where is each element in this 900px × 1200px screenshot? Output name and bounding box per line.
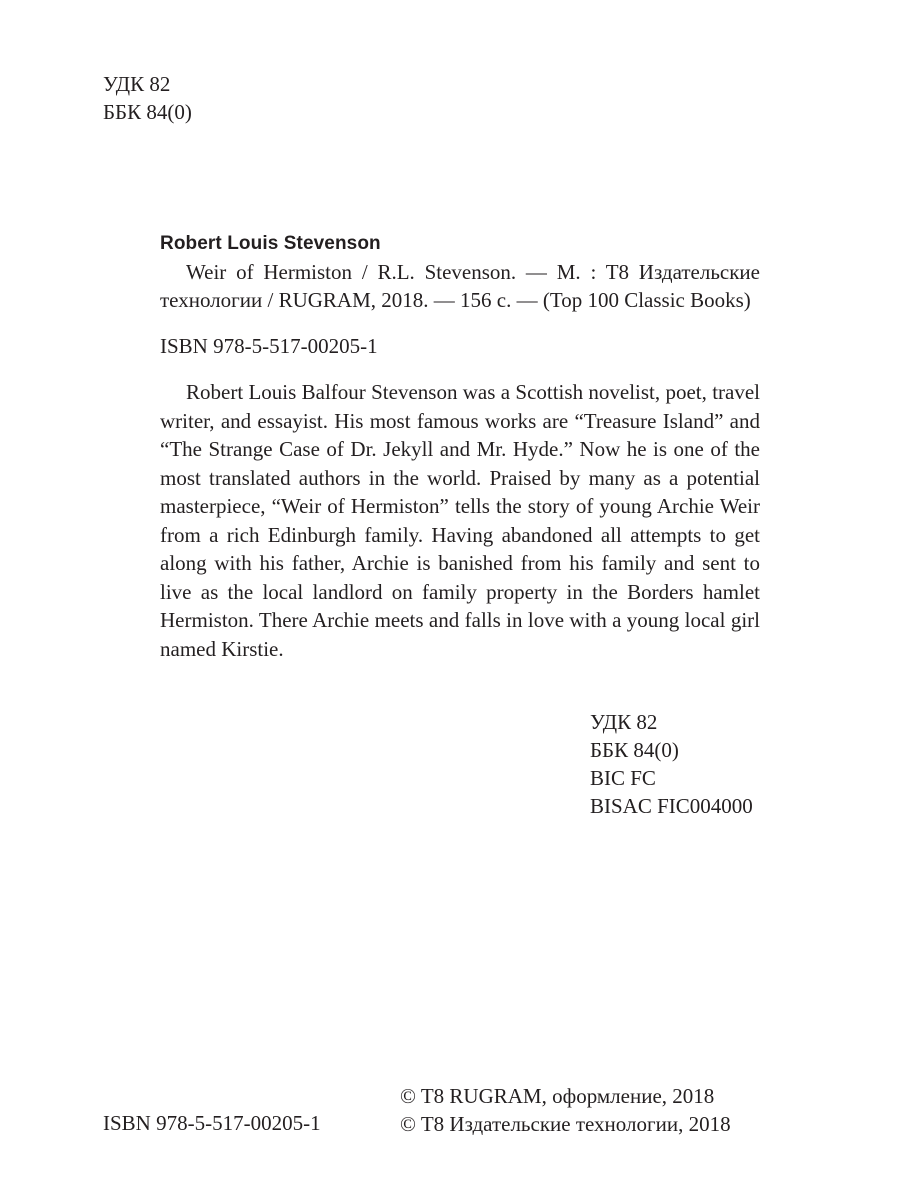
index-code-udk: УДК 82 bbox=[590, 710, 658, 734]
index-code-bisac: BISAC FIC004000 bbox=[590, 794, 753, 818]
index-code-bic: BIC FC bbox=[590, 766, 656, 790]
isbn: ISBN 978-5-517-00205-1 bbox=[160, 334, 378, 358]
bbk-code: ББК 84(0) bbox=[103, 100, 192, 124]
author-name: Robert Louis Stevenson bbox=[160, 233, 381, 254]
index-classification-codes bbox=[590, 708, 753, 820]
copyright-notices bbox=[400, 1082, 731, 1138]
bibliographic-record bbox=[160, 230, 760, 663]
top-classification-codes bbox=[103, 70, 192, 126]
index-code-bbk: ББК 84(0) bbox=[590, 738, 679, 762]
copyright-publisher: © T8 Издательские технологии, 2018 bbox=[400, 1112, 731, 1136]
copyright-design: © T8 RUGRAM, оформление, 2018 bbox=[400, 1084, 715, 1108]
book-annotation: Robert Louis Balfour Stevenson was a Scottish novelist, poet, travel writer, and essayist. His most famous works are “Treasure Island” and “The Strange Case of Dr. Jekyll and Mr. Hyde.” Now he is one of the most translated authors in the world. Praised by many as a potential masterpiece, “Weir of Hermiston” tells the story of young Archie Weir from a rich Edinburgh family. Having abandoned all attempts to get along with his father, Archie is banished from his family and sent to live as the local landlord on family property in the Borders hamlet Hermiston. There Archie meets and falls in love with a young local girl named Kirstie. bbox=[160, 380, 760, 661]
bibliographic-entry: Weir of Hermiston / R.L. Stevenson. — M. : T8 Издательские технологии / RUGRAM, 2018. — 156 с. — (Top 100 Classic Books) bbox=[160, 260, 760, 312]
footer-isbn: ISBN 978-5-517-00205-1 bbox=[103, 1111, 321, 1135]
udk-code: УДК 82 bbox=[103, 72, 171, 96]
